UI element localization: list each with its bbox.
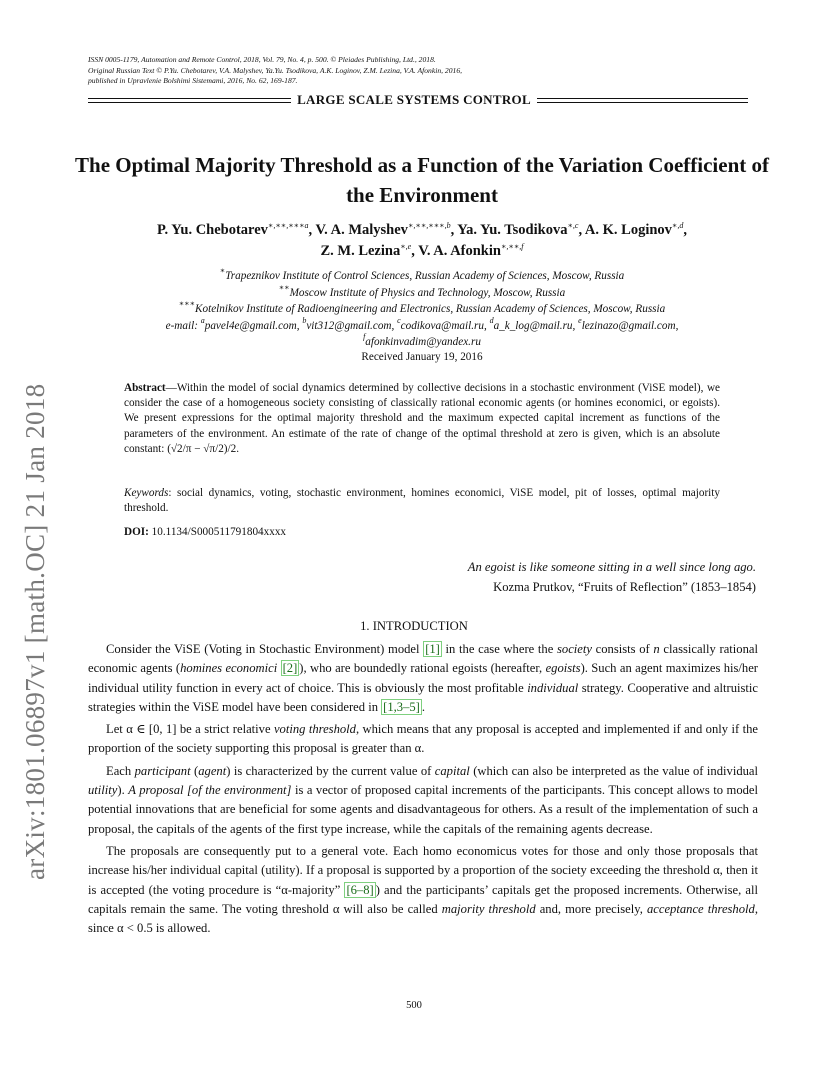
author-name: Ya. Yu. Tsodikova (457, 222, 568, 238)
email-list: e-mail: $^a$pavel4e@gmail.com, $^b$vit312@gmail.com, $^c$codikova@mail.ru, $^d$a_k_log@mail.ru, $^e$lezinazo@gmail.com, (165, 315, 679, 332)
abstract-label: Abstract (124, 382, 166, 394)
received-date: Received January 19, 2016 (361, 351, 483, 363)
doi (124, 526, 286, 538)
section-title: 1. INTRODUCTION (360, 619, 468, 633)
email-c: codikova@mail.ru, (400, 319, 490, 332)
author-mark: ∗,d (671, 221, 684, 230)
keywords-text: : social dynamics, voting, stochastic environment, homines economici, ViSE model, pit of losses, optimal majority threshold. (124, 487, 720, 515)
abstract (124, 381, 720, 457)
email-e: lezinazo@gmail.com, (581, 319, 679, 332)
email-f: afonkinvadim@yandex.ru (365, 336, 481, 348)
paragraph: Consider the ViSE (Voting in Stochastic Environment) model [1] in the case where the society consists of n classically rational economic agents (homines economici [2] ), who are boundedly rational egoists (hereafter, egoists). Such an agent maximizes his/her individual utility function in every act of choice. This is obviously the most profitable individual strategy. Cooperative and altruistic strategies within the ViSE model have been considered in [1,3–5] . (88, 642, 758, 714)
epigraph (300, 558, 756, 597)
keywords-label: Keywords (124, 487, 169, 499)
paragraph: The proposals are consequently put to a general vote. Each homo economicus votes for those and only those proposals that increase his/her individual capital (utility). If a proposal is supported by a proportion of the society exceeding the threshold α, then it is accepted (the voting procedure is “α-majority” [6–8] ) and the participants’ capitals get the proposed increments. Otherwise, all capitals remain the same. The voting threshold α will also be called majority threshold and, more precisely, acceptance threshold, since α < 0.5 is allowed. (88, 843, 758, 936)
author-mark: ∗,∗∗,f (500, 242, 524, 251)
paragraph: Each participant (agent) is characterized by the current value of capital (which can also be interpreted as the value of individual utility). A proposal [of the environment] is a vector of proposed capital increments of the participants. This concept allows to model potential innovations that are beneficial for some agents and disadvantageous for others. As a result of the implementation of such a proposal, the capitals of the agents of the first type increase, while the capitals of the remaining agents decrease. (88, 763, 759, 836)
journal-header (88, 55, 748, 87)
author-name: V. A. Afonkin (418, 243, 501, 259)
author-mark: ∗,∗∗,∗∗∗,b (407, 221, 451, 230)
author-name: V. A. Malyshev (315, 222, 408, 238)
citation-link[interactable]: [1] (425, 642, 440, 656)
epigraph-attribution: Kozma Prutkov, “Fruits of Reflection” (1853–1854) (493, 579, 756, 594)
email-d: a_k_log@mail.ru, (493, 319, 579, 332)
author-mark: ∗,∗∗,∗∗∗a (267, 221, 309, 230)
email-b: vit312@gmail.com, (306, 319, 398, 332)
paragraph: Let α ∈ [0, 1] be a strict relative voting threshold, which means that any proposal is accepted and implemented if and only if the proportion of the society supporting this proposal is greater than α. (88, 722, 758, 756)
author-list: P. Yu. Chebotarev$^{∗,∗∗,∗∗∗a}$, V. A. Malyshev$^{∗,∗∗,∗∗∗,b}$, Ya. Yu. Tsodikova$^{∗,c}$, A. K. Loginov$^{∗,d}$, Z. M. Lezina$^{∗,e}$, V. A. Afonkin$^{∗,∗∗,f}$ (157, 221, 687, 259)
abstract-text: —Within the model of social dynamics determined by collective decisions in a stochastic environment (ViSE model), we consider the case of a homogeneous society consisting of classically rational economic agents (or homines economici, or egoists). We present expressions for the optimal majority threshold and the maximum expected capital increment as functions of the parameters of the environment. An estimate of the rate of change of the optimal threshold at zero is given, which is an absolute constant: (√2/π − √π/2)/2. (124, 382, 720, 455)
citation-link[interactable]: [6–8] (346, 882, 374, 897)
affiliation-3: Kotelnikov Institute of Radioengineering and Electronics, Russian Academy of Sciences, Moscow, Russia (195, 303, 666, 315)
author-mark: ∗,c (567, 221, 579, 230)
affiliations: ∗Trapeznikov Institute of Control Sciences, Russian Academy of Sciences, Moscow, Russia ∗∗Moscow Institute of Physics and Technology, Moscow, Russia ∗∗∗Kotelnikov Institute of Radioengineering and Electronics, Russian Academy of Sciences, Moscow, Russia e-mail: $^a$pavel4e@gmail.com, $^b$vit312@gmail.com, $^c$codikova@mail.ru, $^d$a_k_log@mail.ru, $^e$lezinazo@gmail.com, $^f$afonkinvadim@yandex.ru (60, 268, 784, 351)
citation-link[interactable]: [1,3–5] (383, 699, 420, 714)
header-line-2: Original Russian Text © P.Yu. Chebotarev, V.A. Malyshev, Ya.Yu. Tsodikova, A.K. Loginov, Z.M. Lezina, V.A. Afonkin, 2016, (88, 65, 463, 75)
epigraph-quote: An egoist is like someone sitting in a well since long ago. (467, 560, 756, 574)
paper-title: The Optimal Majority Threshold as a Function of the Variation Coefficient of the Environment (75, 153, 769, 207)
body-text (88, 640, 758, 941)
header-line-3: published in Upravlenie Bolshimi Sistemami, 2016, No. 62, 169-187. (88, 76, 298, 85)
section-header: LARGE SCALE SYSTEMS CONTROL (0, 92, 828, 108)
page-number: 500 (406, 1000, 422, 1011)
author-name: P. Yu. Chebotarev (157, 222, 268, 238)
arxiv-stamp: arXiv:1801.06897v1 [math.OC] 21 Jan 2018 (20, 383, 50, 880)
author-name: Z. M. Lezina (320, 243, 401, 259)
email-a: pavel4e@gmail.com, (204, 319, 303, 332)
keywords (124, 486, 720, 516)
author-mark: ∗,e (400, 242, 412, 251)
author-name: A. K. Loginov (584, 222, 672, 238)
affiliation-1: Trapeznikov Institute of Control Sciences, Russian Academy of Sciences, Moscow, Russia (225, 270, 625, 282)
doi-value[interactable]: 10.1134/S000511791804xxxx (151, 526, 287, 538)
citation-link[interactable]: [2] (282, 661, 298, 676)
header-line-1: ISSN 0005-1179, Automation and Remote Control, 2018, Vol. 79, No. 4, p. 500. © Pleiades Publishing, Ltd., 2018. (88, 55, 436, 64)
doi-label: DOI: (124, 526, 149, 538)
affiliation-2: Moscow Institute of Physics and Technology, Moscow, Russia (289, 286, 566, 299)
